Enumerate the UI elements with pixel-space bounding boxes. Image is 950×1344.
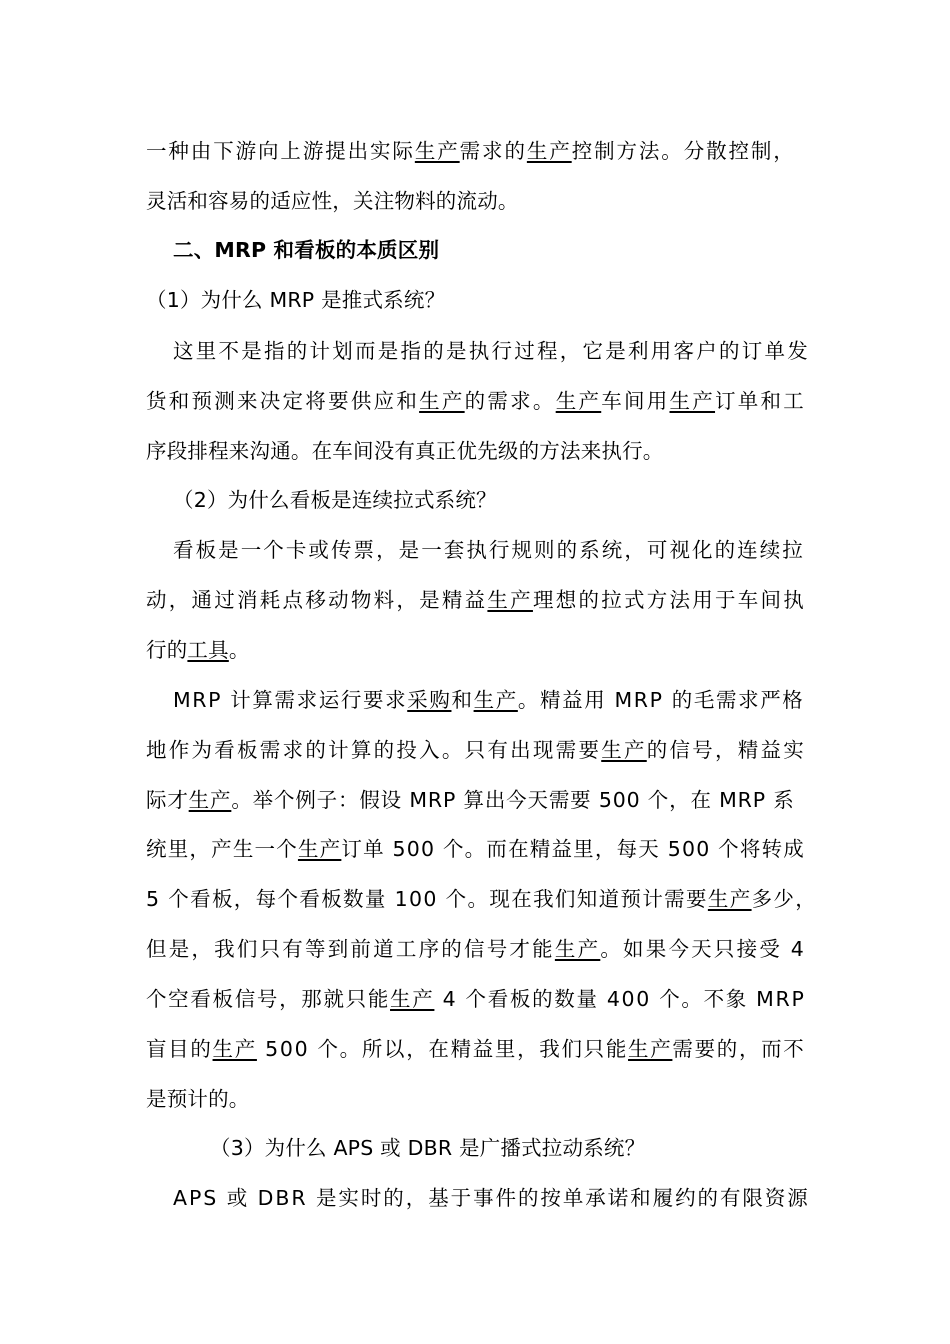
text-line-19 (146, 1084, 250, 1114)
underlined-term: 生产 (526, 139, 572, 163)
text-segment: 货和预测来决定将要供应和 (146, 389, 420, 413)
text-line-1 (146, 186, 519, 216)
text-segment: 需要的，而不 (672, 1037, 806, 1061)
text-segment: 需求的 (459, 139, 527, 163)
text-segment: 行的 (146, 638, 188, 662)
underlined-term: 生产 (554, 937, 601, 961)
text-line-11 (173, 685, 804, 715)
text-segment: MRP 计算需求运行要求 (173, 688, 408, 712)
text-segment: 地作为看板需求的计算的投入。只有出现需要 (146, 738, 602, 762)
text-segment: （3）为什么 APS 或 DBR 是广播式拉动系统？ (210, 1136, 646, 1160)
text-segment: 多少， (751, 887, 818, 911)
text-segment: 5 个看板，每个看板数量 100 个。现在我们知道预计需要 (146, 887, 708, 911)
text-line-17 (146, 984, 806, 1014)
text-line-21 (173, 1183, 810, 1213)
text-line-5 (146, 386, 806, 416)
underlined-term: 生产 (212, 1037, 257, 1061)
text-segment: 和 (451, 688, 474, 712)
text-segment: APS 或 DBR 是实时的，基于事件的按单承诺和履约的有限资源 (173, 1186, 810, 1210)
text-segment: 但是，我们只有等到前道工序的信号才能 (146, 937, 555, 961)
text-line-20 (210, 1133, 645, 1163)
underlined-term: 生产 (473, 688, 518, 712)
text-segment: 理想的拉式方法用于车间执 (532, 588, 807, 612)
text-segment: 的需求。 (464, 389, 556, 413)
text-segment: 动，通过消耗点移动物料，是精益 (146, 588, 488, 612)
underlined-term: 生产 (188, 788, 232, 812)
text-segment: 一种由下游向上游提出实际 (146, 139, 415, 163)
text-segment: 际才 (146, 788, 189, 812)
text-segment: 这里不是指的计划而是指的是执行过程，它是利用客户的订单发 (173, 339, 811, 363)
text-line-3 (146, 285, 445, 315)
text-line-14 (146, 834, 805, 864)
text-segment: 的信号，精益实 (646, 738, 807, 762)
text-segment: 。 (228, 638, 250, 662)
underlined-term: 生产 (555, 389, 602, 413)
underlined-term: 生产 (297, 837, 342, 861)
text-line-4 (173, 336, 810, 366)
text-segment: 灵活和容易的适应性，关注物料的流动。 (146, 189, 519, 213)
text-segment: 看板是一个卡或传票，是一套执行规则的系统，可视化的连续拉 (173, 538, 805, 562)
underlined-term: 生产 (707, 887, 752, 911)
text-segment: 4 个看板的数量 400 个。不象 MRP (434, 987, 806, 1011)
text-segment: 500 个。所以，在精益里，我们只能 (256, 1037, 629, 1061)
text-line-10 (146, 635, 250, 665)
text-segment: 订单 500 个。而在精益里，每天 500 个将转成 (341, 837, 805, 861)
text-line-6 (146, 436, 664, 466)
underlined-term: 采购 (407, 688, 452, 712)
text-line-12 (146, 735, 806, 765)
text-line-15 (146, 884, 817, 914)
underlined-term: 生产 (628, 1037, 673, 1061)
text-segment: （2）为什么看板是连续拉式系统？ (173, 488, 497, 512)
underlined-term: 生产 (601, 738, 647, 762)
text-segment: 是预计的。 (146, 1087, 250, 1111)
text-segment: 。举个例子：假设 MRP 算出今天需要 500 个，在 MRP 系 (231, 788, 795, 812)
text-segment: 。精益用 MRP 的毛需求严格 (517, 688, 805, 712)
text-segment: 盲目的 (146, 1037, 213, 1061)
underlined-term: 生产 (390, 987, 435, 1011)
text-segment: 序段排程来沟通。在车间没有真正优先级的方法来执行。 (146, 439, 664, 463)
text-segment: 二、MRP 和看板的本质区别 (173, 238, 440, 262)
text-segment: 统里，产生一个 (146, 837, 298, 861)
text-segment: 车间用 (601, 389, 670, 413)
underlined-term: 生产 (487, 588, 533, 612)
text-line-9 (146, 585, 806, 615)
text-segment: （1）为什么 MRP 是推式系统？ (146, 288, 446, 312)
text-segment: 订单和工 (715, 389, 807, 413)
text-segment: 个空看板信号，那就只能 (146, 987, 391, 1011)
underlined-term: 生产 (669, 389, 716, 413)
text-line-13 (146, 785, 795, 815)
text-line-18 (146, 1034, 806, 1064)
underlined-term: 工具 (187, 638, 229, 662)
text-line-8 (173, 535, 805, 565)
underlined-term: 生产 (414, 139, 460, 163)
underlined-term: 生产 (419, 389, 465, 413)
text-segment: 控制方法。分散控制， (571, 139, 796, 163)
text-line-7 (173, 485, 497, 515)
text-line-16 (146, 934, 806, 964)
text-line-2 (173, 235, 439, 265)
text-segment: 。如果今天只接受 4 (600, 937, 807, 961)
text-line-0 (146, 136, 796, 166)
